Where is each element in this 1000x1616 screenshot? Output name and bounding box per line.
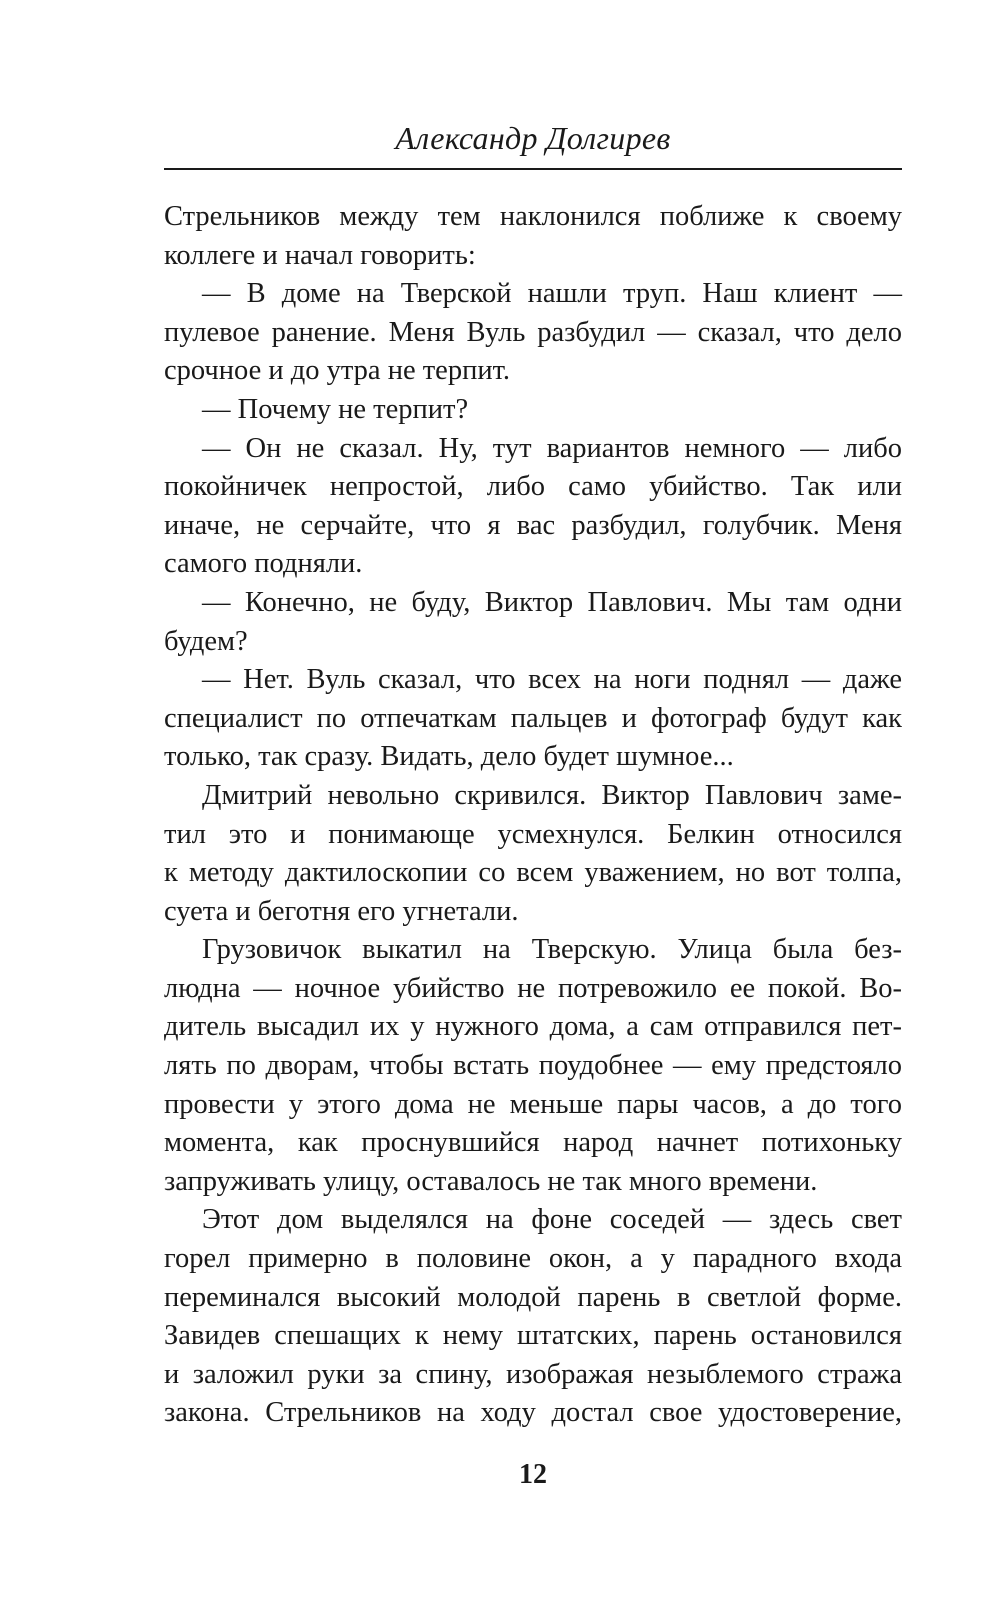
text-line: самого подняли. [164,548,363,580]
book-page [164,0,902,1616]
text-line: провести у этого дома не меньше пары часов, а до того [164,1088,902,1120]
text-line: и заложил руки за спину, изображая незыблемого стража [164,1358,902,1390]
text-line: иначе, не серчайте, что я вас разбудил, голубчик. Меня [164,509,902,541]
text-line: — Почему не терпит? [202,393,469,425]
page-number: 12 [519,1459,547,1490]
text-line: Завидев спешащих к нему штатских, парень остановился [164,1320,902,1352]
text-line: будем? [164,625,248,657]
text-line: переминался высокий молодой парень в светлой форме. [164,1281,902,1313]
text-line: коллеге и начал говорить: [164,239,476,271]
text-line: — Нет. Вуль сказал, что всех на ноги поднял — даже [202,664,902,696]
text-line: — В доме на Тверской нашли труп. Наш клиент — [202,278,902,310]
text-line: Стрельников между тем наклонился поближе к своему [164,201,902,232]
text-line: людна — ночное убийство не потревожило ее покой. Во- [164,972,902,1004]
text-line: — Он не сказал. Ну, тут вариантов немного — либо [202,432,902,464]
text-line: — Конечно, не буду, Виктор Павлович. Мы там одни [202,586,902,618]
text-line: закона. Стрельников на ходу достал свое удостоверение, [164,1397,902,1429]
text-line: Грузовичок выкатил на Тверскую. Улица была без- [202,934,902,966]
text-line: Дмитрий невольно скривился. Виктор Павлович заме- [202,779,902,811]
text-line: дитель высадил их у нужного дома, а сам отправился пет- [164,1011,902,1043]
text-line: момента, как проснувшийся народ начнет потихоньку [164,1127,902,1159]
text-line: к методу дактилоскопии со всем уважением, но вот толпа, [164,857,902,889]
text-line: суета и беготня его угнетали. [164,895,519,927]
text-line: горел примерно в половине окон, а у парадного входа [164,1243,902,1275]
text-line: тил это и понимающе усмехнулся. Белкин относился [164,818,902,850]
text-line: пулевое ранение. Меня Вуль разбудил — сказал, что дело [164,316,902,348]
body-text [164,198,902,1433]
running-head-author: Александр Долгирев [395,120,671,156]
text-line: запруживать улицу, оставалось не так много времени. [164,1165,818,1197]
text-line: лять по дворам, чтобы встать поудобнее — ему предстояло [164,1050,902,1082]
text-line: срочное и до утра не терпит. [164,355,511,387]
text-line: только, так сразу. Видать, дело будет шумное... [164,741,734,773]
header-rule [164,168,902,170]
text-line: покойничек непростой, либо само убийство. Так или [164,471,902,503]
text-line: специалист по отпечаткам пальцев и фотограф будут как [164,702,902,734]
text-line: Этот дом выделялся на фоне соседей — здесь свет [202,1204,902,1236]
